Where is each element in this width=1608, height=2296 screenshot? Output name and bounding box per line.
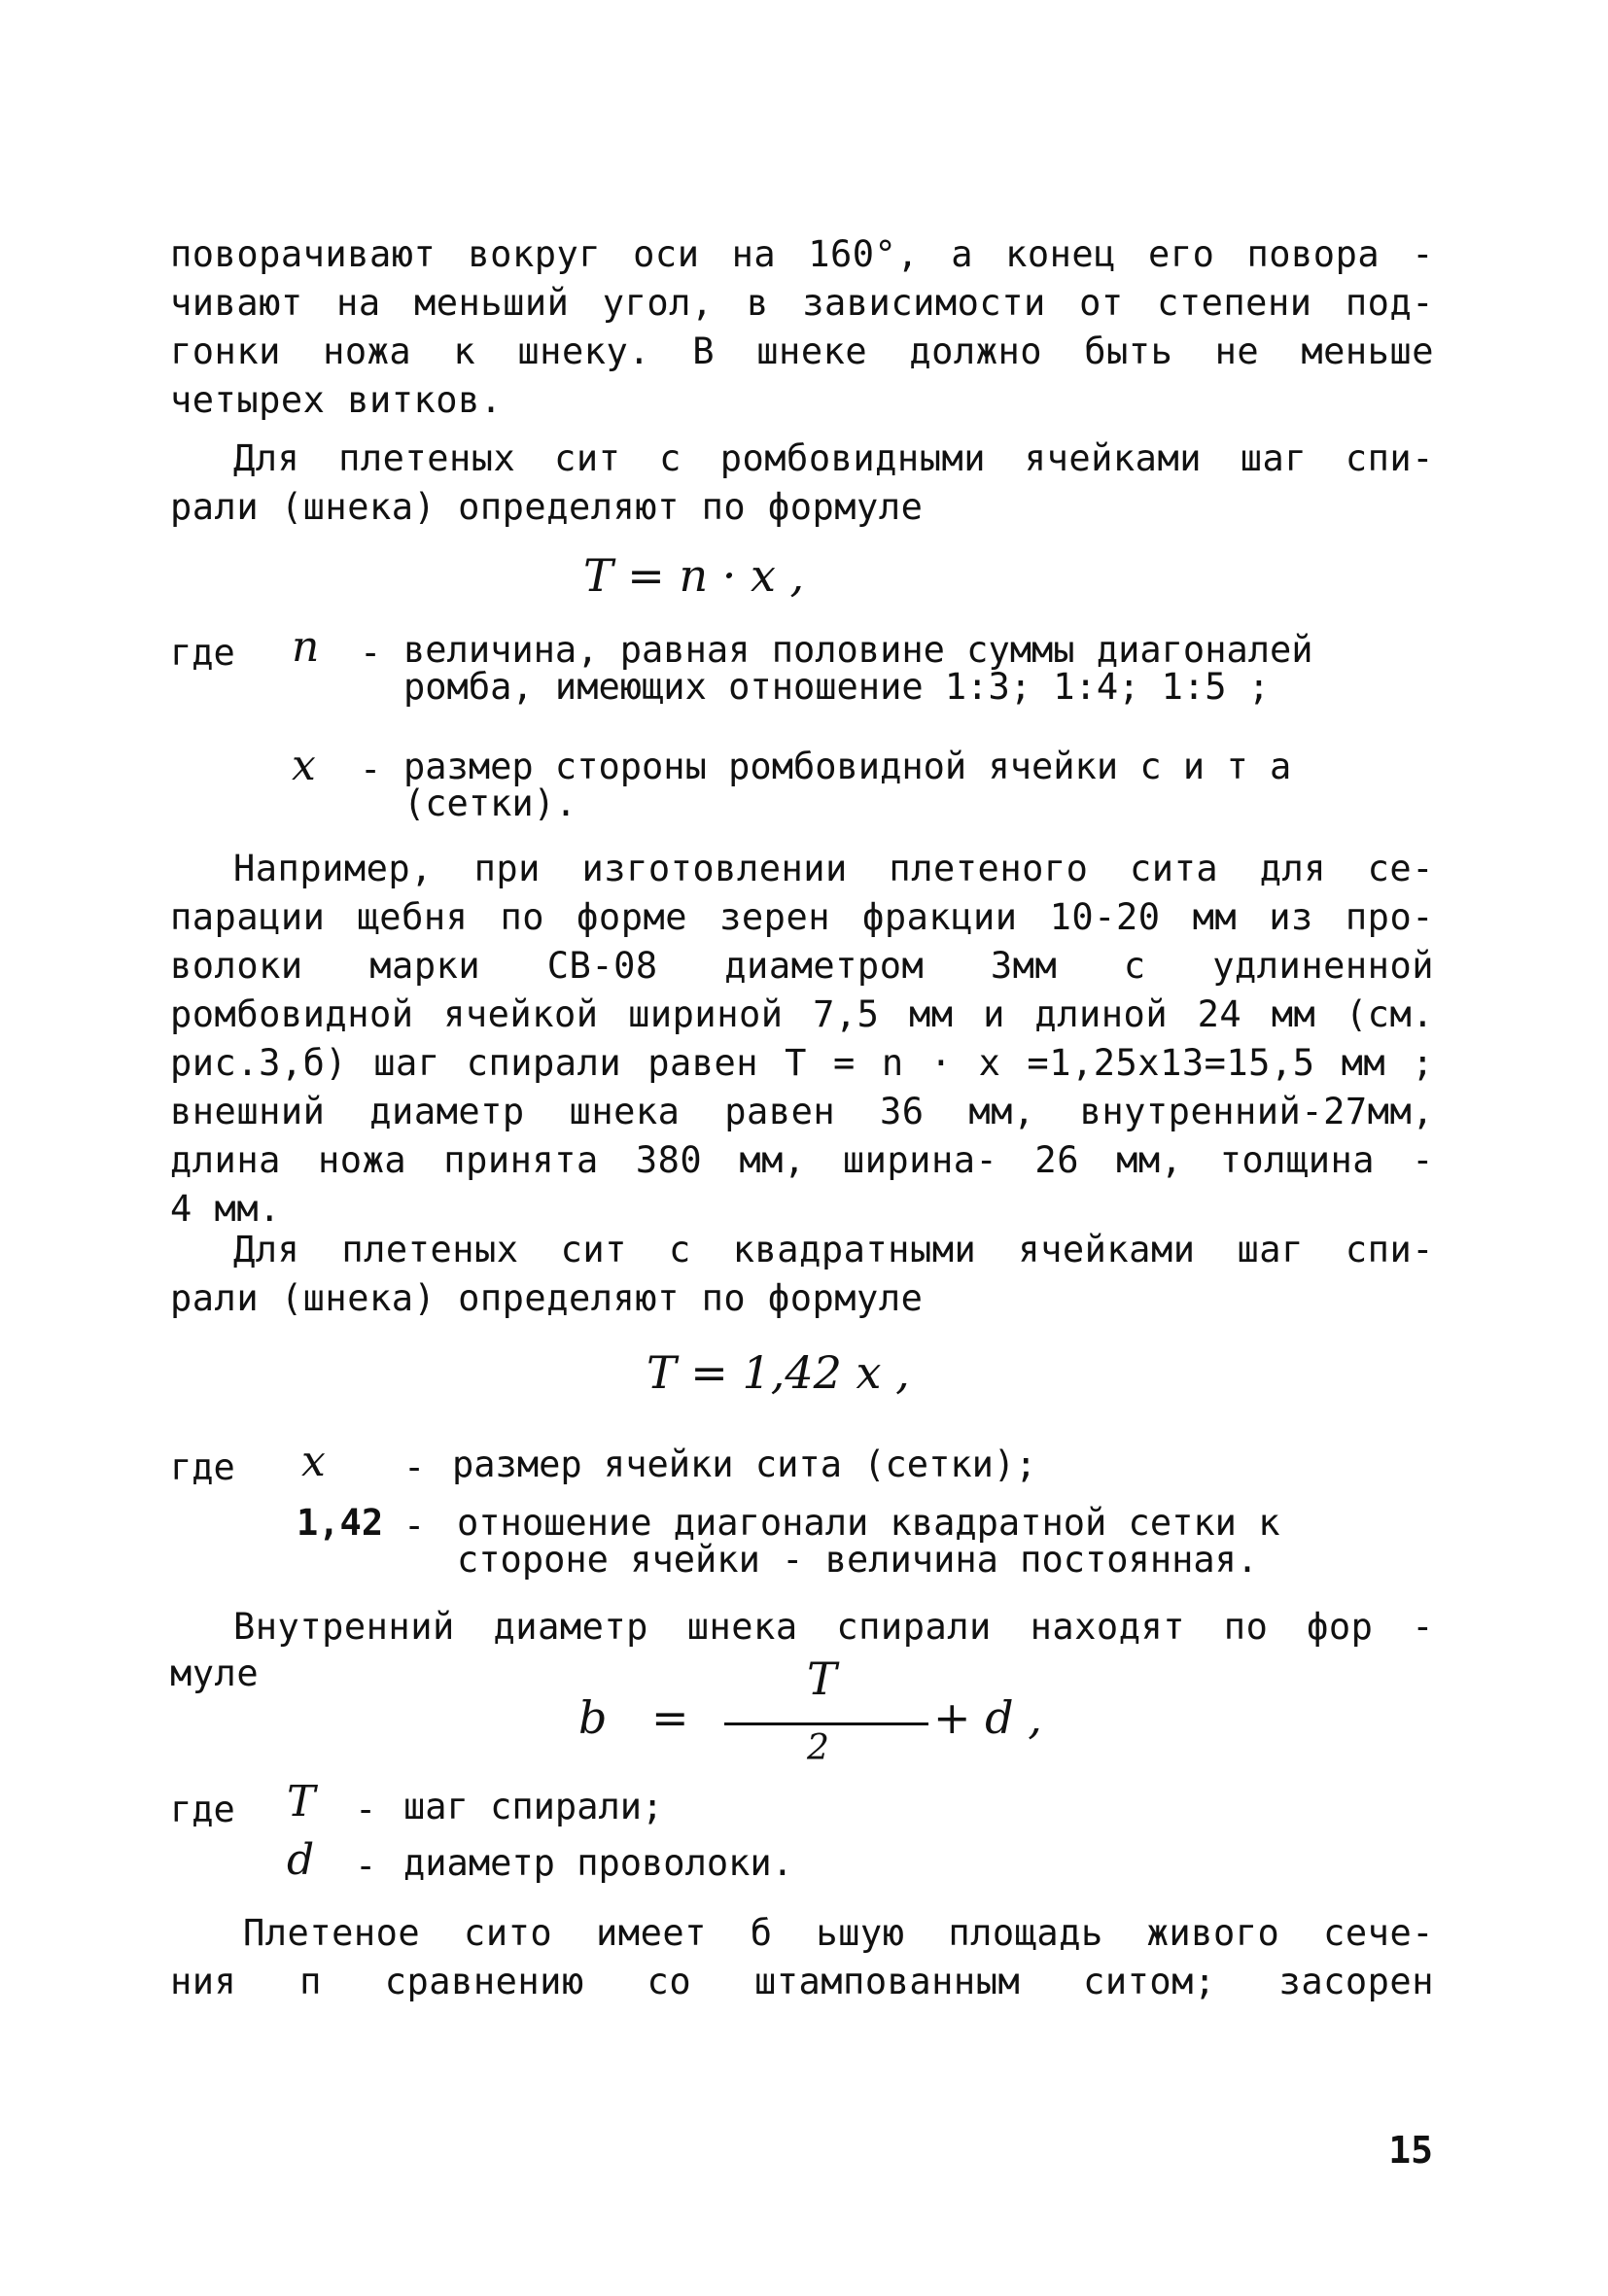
def-dash: - <box>403 1446 426 1488</box>
text-line: Для плетеных сит с ромбовидными ячейками шаг спи- <box>233 437 1434 479</box>
text-line: ромбовидной ячейкой шириной 7,5 мм и длиной 24 мм (см. <box>170 993 1434 1035</box>
formula-equals: = <box>651 1691 689 1744</box>
def-text: стороне ячейки - величина постоянная. <box>457 1539 1259 1581</box>
def-text: размер стороны ромбовидной ячейки с и т а <box>403 746 1292 787</box>
def-text: размер ячейки сита (сетки); <box>452 1444 1037 1485</box>
text-line: четырех витков. <box>170 379 503 421</box>
text-line: муле <box>170 1652 260 1694</box>
formula-denominator: 2 <box>807 1728 829 1768</box>
text-line: рис.3,б) шаг спирали равен T = n · x =1,25х13=15,5 мм ; <box>170 1042 1434 1084</box>
formula-tail: + d , <box>933 1691 1042 1744</box>
def-dash: - <box>355 1789 377 1830</box>
text-line: рали (шнека) определяют по формуле <box>170 486 924 528</box>
def-text: шаг спирали; <box>403 1786 664 1827</box>
where-label: где <box>170 632 235 674</box>
fraction-bar <box>724 1722 928 1725</box>
text-line: Внутренний диаметр шнека спирали находят по фор - <box>233 1606 1434 1648</box>
text-line: гонки ножа к шнеку. В шнеке должно быть не меньше <box>170 330 1434 372</box>
text-line: длина ножа принята 380 мм, ширина- 26 мм, толщина - <box>170 1139 1434 1181</box>
text-line: Например, при изготовлении плетеного сита для се- <box>233 848 1434 889</box>
def-text: ромба, имеющих отношение 1:3; 1:4; 1:5 ; <box>403 666 1271 708</box>
text-line: поворачивают вокруг оси на 160°, а конец его повора - <box>170 233 1434 275</box>
text-line: рали (шнека) определяют по формуле <box>170 1277 924 1319</box>
def-dash: - <box>355 1845 377 1887</box>
where-label: где <box>170 1446 235 1488</box>
def-text: отношение диагонали квадратной сетки к <box>457 1502 1280 1544</box>
def-dash: - <box>403 1505 426 1547</box>
where-label: где <box>170 1789 235 1830</box>
text-line: волоки марки СВ-08 диаметром 3мм с удлиненной <box>170 945 1434 987</box>
def-symbol: x <box>301 1437 326 1486</box>
page-number: 15 <box>1388 2129 1433 2172</box>
def-text: (сетки). <box>403 783 577 824</box>
formula-numerator: T <box>807 1652 837 1705</box>
text-line: внешний диаметр шнека равен 36 мм, внутренний-27мм, <box>170 1091 1434 1132</box>
def-symbol: T <box>287 1777 316 1826</box>
formula-lhs: b <box>578 1691 608 1744</box>
text-line: парации щебня по форме зерен фракции 10-20 мм из про- <box>170 896 1434 938</box>
def-symbol: x <box>292 741 316 790</box>
def-symbol: d <box>287 1835 315 1885</box>
def-text: величина, равная половине суммы диагоналей <box>403 629 1313 671</box>
def-symbol: n <box>292 622 320 672</box>
def-text: диаметр проволоки. <box>403 1842 793 1884</box>
def-dash: - <box>360 632 382 674</box>
text-line: 4 мм. <box>170 1188 281 1230</box>
text-line: Для плетеных сит с квадратными ячейками шаг спи- <box>233 1229 1434 1270</box>
formula-step-square: T = 1,42 x , <box>647 1346 910 1399</box>
text-line: Плетеное сито имеет б ьшую площадь живого сече- <box>243 1912 1434 1954</box>
text-line: чивают на меньший угол, в зависимости от степени под- <box>170 282 1434 324</box>
def-symbol: 1,42 <box>297 1502 384 1544</box>
def-dash: - <box>360 748 382 790</box>
text-line: ния п сравнению со штампованным ситом; засорен <box>170 1961 1434 2002</box>
formula-step-rhombus: T = n · x , <box>583 549 805 602</box>
